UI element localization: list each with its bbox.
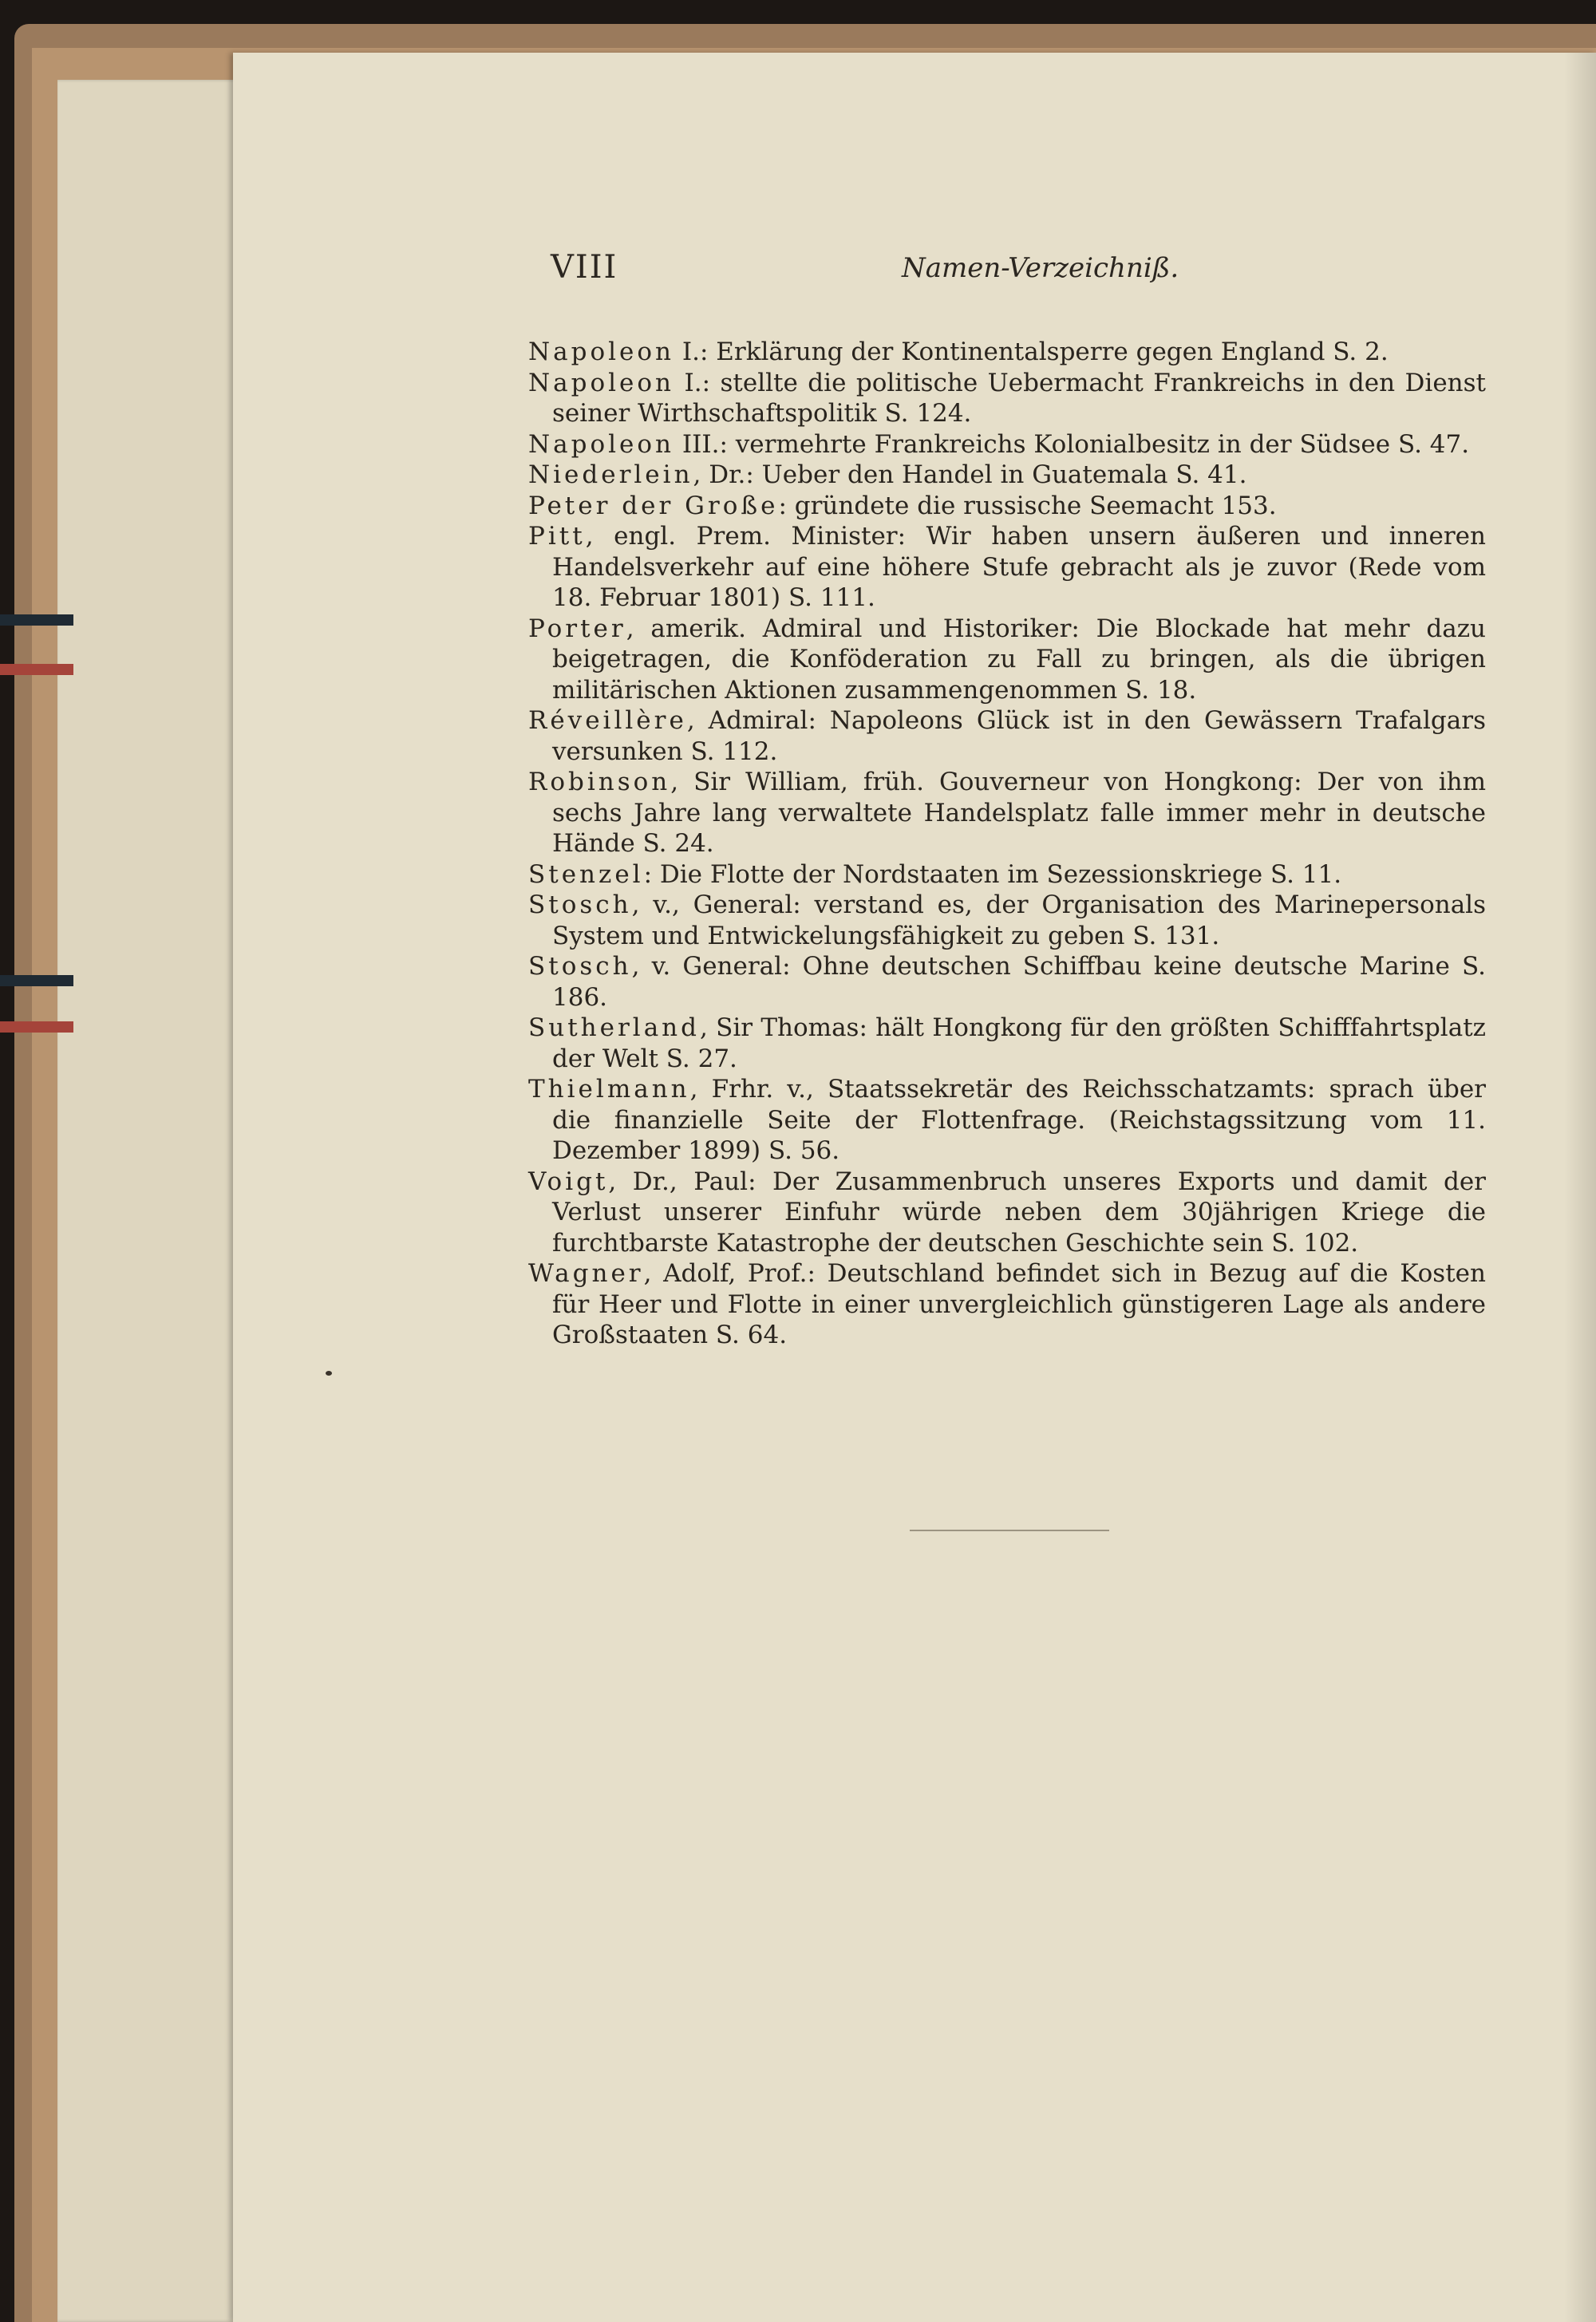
running-title: Namen-Verzeichniß. xyxy=(902,252,1179,284)
entry-text: , Dr., Paul: Der Zusammenbruch unseres Exports und damit der Verlust unserer Einfuhr würde neben dem 30jährigen Kriege die furchtbarste Katastrophe der deutschen Geschichte sein S. 102. xyxy=(552,1167,1486,1258)
entry-text: , engl. Prem. Minister: Wir haben unsern äußeren und inneren Handelsverkehr auf eine höhere Stufe gebracht als je zuvor (Rede vom 18. Februar 1801) S. 111. xyxy=(552,522,1486,612)
page-number: VIII xyxy=(551,249,618,286)
entry-name: Wagner xyxy=(528,1259,644,1288)
entry-name: Napoleon xyxy=(528,338,675,366)
spine-mark xyxy=(0,1021,73,1033)
entry-text: , Admiral: Napoleons Glück ist in den Gewässern Trafalgars versunken S. 112. xyxy=(552,706,1486,766)
index-entry xyxy=(528,705,1486,767)
spine-mark xyxy=(0,614,73,626)
index-entry xyxy=(528,890,1486,951)
index-entry xyxy=(528,337,1486,368)
index-entry xyxy=(528,1258,1486,1351)
index-entry xyxy=(528,429,1486,460)
entry-name: Robinson xyxy=(528,768,671,796)
entry-text: , Sir Thomas: hält Hongkong für den größten Schifffahrtsplatz der Welt S. 27. xyxy=(552,1013,1486,1073)
entry-name: Porter xyxy=(528,614,626,643)
entry-text: I.: stellte die politische Uebermacht Frankreichs in den Dienst seiner Wirthschaftspolitik S. 124. xyxy=(552,368,1486,428)
entry-name: Voigt xyxy=(528,1167,609,1196)
spine-mark xyxy=(0,975,73,986)
index-entry xyxy=(528,1013,1486,1074)
entry-name: Stosch xyxy=(528,890,632,919)
entry-text: , amerik. Admiral und Historiker: Die Blockade hat mehr dazu beigetragen, die Konföderation zu Fall zu bringen, als die übrigen militärischen Aktionen zusammengenommen S. 18. xyxy=(552,614,1486,705)
entry-name: Napoleon xyxy=(528,429,675,459)
index-entry xyxy=(528,491,1486,522)
index-entry xyxy=(528,614,1486,706)
entry-name: Peter der Große xyxy=(528,491,779,520)
entry-text: : gründete die russische Seemacht 153. xyxy=(778,491,1277,520)
entry-name: Stenzel xyxy=(528,859,644,889)
entry-name: Niederlein xyxy=(528,460,693,489)
index-entry xyxy=(528,951,1486,1013)
ink-mark xyxy=(326,1371,332,1376)
entry-text: I.: Erklärung der Kontinentalsperre gegen England S. 2. xyxy=(674,338,1389,366)
page-shadow xyxy=(1564,53,1596,2322)
index-entry xyxy=(528,859,1486,890)
page-header xyxy=(551,249,1476,289)
index-entry xyxy=(528,521,1486,614)
index-entry xyxy=(528,1074,1486,1167)
entry-text: , Sir William, früh. Gouverneur von Hongkong: Der von ihm sechs Jahre lang verwaltete Handelsplatz falle immer mehr in deutsche Hände S. 24. xyxy=(552,768,1486,858)
index-entry xyxy=(528,368,1486,429)
entry-name: Pitt xyxy=(528,522,586,551)
entry-text: , v. General: Ohne deutschen Schiffbau keine deutsche Marine S. 186. xyxy=(552,952,1486,1012)
entry-text: : Die Flotte der Nordstaaten im Sezessionskriege S. 11. xyxy=(643,859,1342,889)
entry-text: , Dr.: Ueber den Handel in Guatemala S. 41. xyxy=(693,460,1247,489)
entry-name: Napoleon xyxy=(528,368,675,397)
index-entry xyxy=(528,1167,1486,1259)
entry-text: , Frhr. v., Staatssekretär des Reichsschatzamts: sprach über die finanzielle Seite der Flottenfrage. (Reichstagssitzung vom 11. Dezember 1899) S. 56. xyxy=(552,1075,1486,1165)
spine-mark xyxy=(0,664,73,675)
end-rule-divider xyxy=(910,1530,1109,1531)
name-index-entries xyxy=(528,337,1486,1351)
entry-name: Stosch xyxy=(528,952,632,981)
entry-text: , Adolf, Prof.: Deutschland befindet sich in Bezug auf die Kosten für Heer und Flotte in einer unvergleichlich günstigeren Lage als andere Großstaaten S. 64. xyxy=(552,1259,1486,1349)
entry-text: III.: vermehrte Frankreichs Kolonialbesitz in der Südsee S. 47. xyxy=(674,429,1470,459)
index-entry xyxy=(528,767,1486,859)
entry-name: Sutherland xyxy=(528,1013,700,1042)
entry-name: Thielmann xyxy=(528,1075,690,1104)
entry-text: , v., General: verstand es, der Organisation des Marinepersonals System und Entwickelungsfähigkeit zu geben S. 131. xyxy=(552,890,1486,950)
entry-name: Réveillère xyxy=(528,706,687,735)
index-entry xyxy=(528,460,1486,491)
